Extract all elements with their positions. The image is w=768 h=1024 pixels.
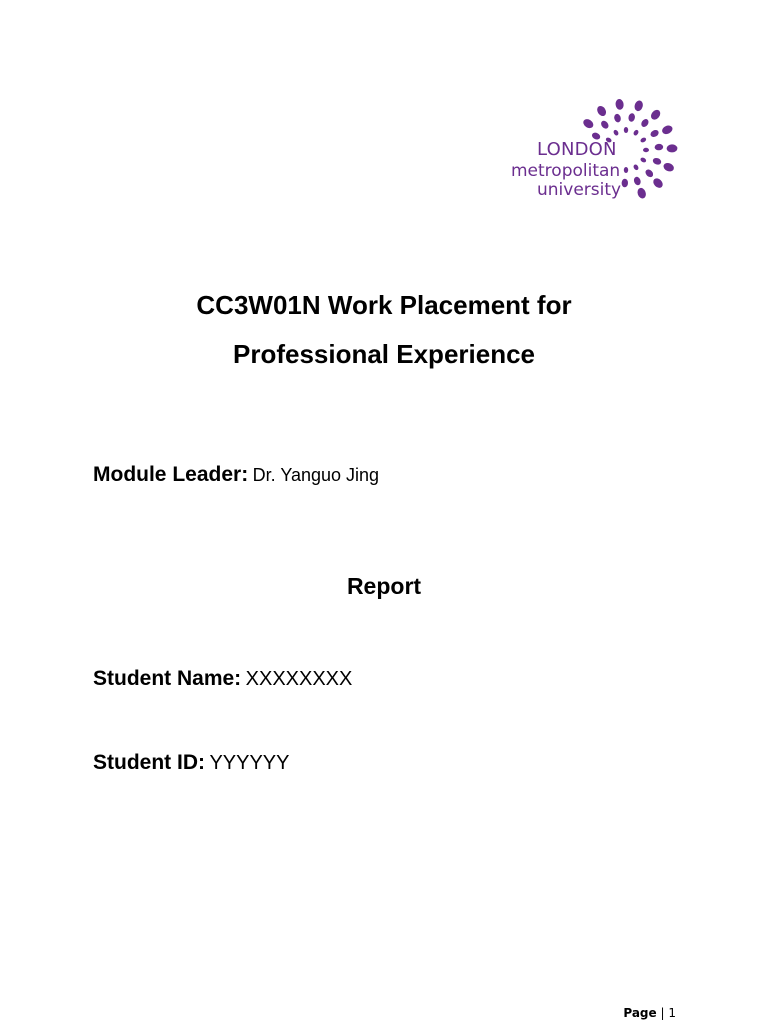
logo-dot [628, 113, 636, 123]
student-name-field [93, 668, 352, 689]
logo-dot [613, 113, 621, 123]
student-id-label: Student ID: [93, 751, 205, 774]
document-title-line1: CC3W01N Work Placement for [196, 290, 572, 320]
logo-dot [613, 129, 620, 136]
logo-dot [651, 176, 664, 189]
logo-text-line2: metropolitan [511, 161, 621, 181]
logo-dot [640, 137, 647, 144]
logo-dot [633, 100, 644, 113]
logo-dot [640, 157, 647, 164]
logo-dot [649, 129, 660, 139]
university-logo [508, 88, 680, 206]
logo-dot [624, 127, 628, 133]
logo-text-line3: university [537, 180, 622, 200]
student-name-value: XXXXXXXX [245, 668, 353, 690]
logo-dot [644, 168, 655, 179]
logo-dot [621, 179, 628, 188]
logo-dot [661, 124, 674, 136]
logo-dot [624, 167, 628, 173]
logo-dot [582, 117, 595, 130]
logo-dot [662, 161, 675, 172]
logo-text-line1: LONDON [537, 139, 617, 160]
logo-dot [649, 108, 662, 121]
logo-dot [666, 144, 677, 152]
student-id-field [93, 752, 289, 773]
page-footer [623, 1007, 676, 1019]
module-leader-label: Module Leader: [93, 463, 249, 486]
logo-dot [654, 144, 663, 151]
page-separator: | [660, 1006, 665, 1020]
document-title-line2: Professional Experience [232, 339, 536, 369]
student-id-value: YYYYYY [209, 752, 290, 774]
student-name-label: Student Name: [93, 667, 242, 690]
page-number: 1 [668, 1006, 676, 1020]
report-heading: Report [346, 573, 422, 599]
logo-dot [652, 157, 662, 166]
module-leader-field [93, 464, 379, 485]
logo-dot [595, 104, 608, 117]
logo-dot [633, 164, 640, 171]
logo-dot [636, 187, 647, 200]
page-label: Page [623, 1006, 657, 1020]
logo-dot [615, 98, 624, 110]
logo-dot [633, 129, 640, 136]
logo-dot [640, 118, 650, 129]
logo-dot [643, 148, 649, 152]
module-leader-value: Dr. Yanguo Jing [252, 465, 380, 485]
logo-dot [600, 119, 610, 130]
logo-dot [633, 176, 642, 186]
